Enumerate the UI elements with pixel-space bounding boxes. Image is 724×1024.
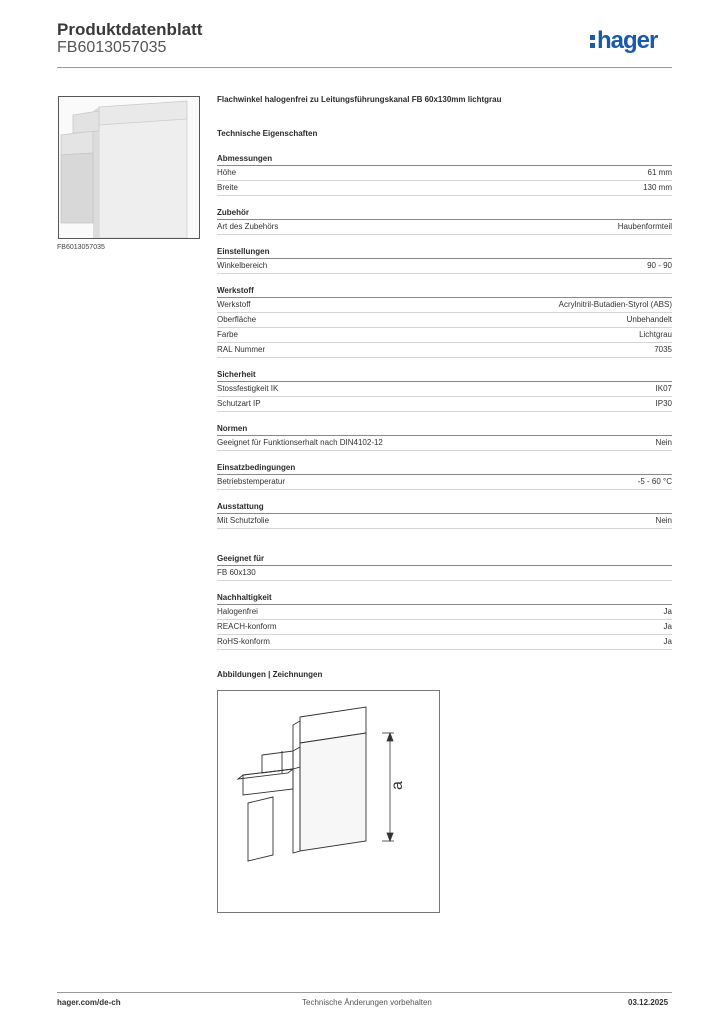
spec-value: Acrylnitril-Butadien-Styrol (ABS) — [558, 300, 672, 309]
spec-value: 90 - 90 — [647, 261, 672, 270]
spec-label: Farbe — [217, 330, 238, 339]
spec-label: Stossfestigkeit IK — [217, 384, 279, 393]
spec-row — [217, 181, 672, 196]
group-abmessungen — [217, 153, 672, 196]
spec-value: Haubenformteil — [617, 222, 672, 231]
product-code: FB6013057035 — [57, 39, 167, 56]
spec-value: Nein — [655, 438, 672, 447]
tech-heading: Technische Eigenschaften — [217, 129, 318, 138]
spec-label: Höhe — [217, 168, 237, 177]
spec-row — [217, 298, 672, 313]
group-werkstoff — [217, 285, 672, 358]
spec-value: Ja — [663, 607, 672, 616]
group-title: Ausstattung — [217, 501, 672, 514]
hager-logo — [590, 27, 657, 55]
group-title: Einstellungen — [217, 246, 672, 259]
group-sicherheit — [217, 369, 672, 412]
footer-website[interactable]: hager.com/de-ch — [57, 998, 121, 1007]
dimension-label: a — [389, 781, 406, 790]
footer-divider — [57, 992, 672, 993]
spec-row — [217, 605, 672, 620]
group-title: Werkstoff — [217, 285, 672, 298]
logo-text: hager — [597, 27, 658, 54]
spec-label: FB 60x130 — [217, 568, 256, 577]
footer-date: 03.12.2025 — [628, 998, 669, 1007]
spec-row — [217, 343, 672, 358]
spec-row — [217, 475, 672, 490]
spec-value: Unbehandelt — [626, 315, 672, 324]
spec-row — [217, 313, 672, 328]
group-zubehoer — [217, 207, 672, 235]
group-title: Zubehör — [217, 207, 672, 220]
group-ausstattung — [217, 501, 672, 529]
spec-label: REACH-konform — [217, 622, 277, 631]
group-title: Geeignet für — [217, 553, 672, 566]
drawing-heading: Abbildungen | Zeichnungen — [217, 670, 323, 679]
spec-label: Betriebstemperatur — [217, 477, 286, 486]
spec-row — [217, 514, 672, 529]
spec-value: Ja — [663, 622, 672, 631]
group-einstellungen — [217, 246, 672, 274]
spec-label: Werkstoff — [217, 300, 251, 309]
spec-label: RAL Nummer — [217, 345, 266, 354]
specifications — [217, 95, 672, 650]
group-title: Einsatzbedingungen — [217, 462, 672, 475]
spec-label: RoHS-konform — [217, 637, 270, 646]
spec-label: Geeignet für Funktionserhalt nach DIN4102-12 — [217, 438, 383, 447]
spec-row — [217, 382, 672, 397]
spec-row — [217, 259, 672, 274]
spec-label: Winkelbereich — [217, 261, 268, 270]
logo-dots-icon — [590, 35, 595, 48]
spec-row — [217, 328, 672, 343]
spec-value: IP30 — [655, 399, 672, 408]
spec-row — [217, 635, 672, 650]
group-normen — [217, 423, 672, 451]
spec-value: 7035 — [654, 345, 672, 354]
spec-row — [217, 166, 672, 181]
group-title: Nachhaltigkeit — [217, 592, 672, 605]
spec-row — [217, 436, 672, 451]
header-divider — [57, 67, 672, 68]
group-title: Normen — [217, 423, 672, 436]
product-photo-image — [59, 97, 199, 238]
group-einsatzbedingungen — [217, 462, 672, 490]
spec-label: Art des Zubehörs — [217, 222, 279, 231]
spec-label: Halogenfrei — [217, 607, 258, 616]
spec-value: IK07 — [655, 384, 672, 393]
drawing-image — [218, 691, 439, 912]
spec-label: Breite — [217, 183, 238, 192]
technical-drawing — [217, 690, 440, 913]
page-title: Produktdatenblatt — [57, 20, 203, 39]
spec-label: Mit Schutzfolie — [217, 516, 270, 525]
spec-row — [217, 397, 672, 412]
spec-value: 130 mm — [643, 183, 672, 192]
product-photo — [58, 96, 200, 239]
group-title: Sicherheit — [217, 369, 672, 382]
photo-caption: FB6013057035 — [57, 244, 105, 251]
spec-row — [217, 220, 672, 235]
spec-value: Nein — [655, 516, 672, 525]
footer-disclaimer: Technische Änderungen vorbehalten — [302, 998, 432, 1007]
spec-row — [217, 620, 672, 635]
group-title: Abmessungen — [217, 153, 672, 166]
group-nachhaltigkeit — [217, 592, 672, 650]
spec-label: Schutzart IP — [217, 399, 261, 408]
spec-value: Lichtgrau — [639, 330, 672, 339]
spec-value: Ja — [663, 637, 672, 646]
spec-label: Oberfläche — [217, 315, 257, 324]
spec-value: 61 mm — [647, 168, 672, 177]
product-description: Flachwinkel halogenfrei zu Leitungsführungskanal FB 60x130mm lichtgrau — [217, 95, 502, 104]
spec-row — [217, 566, 672, 581]
group-geeignet-fuer — [217, 553, 672, 581]
spec-value: -5 - 60 °C — [637, 477, 672, 486]
